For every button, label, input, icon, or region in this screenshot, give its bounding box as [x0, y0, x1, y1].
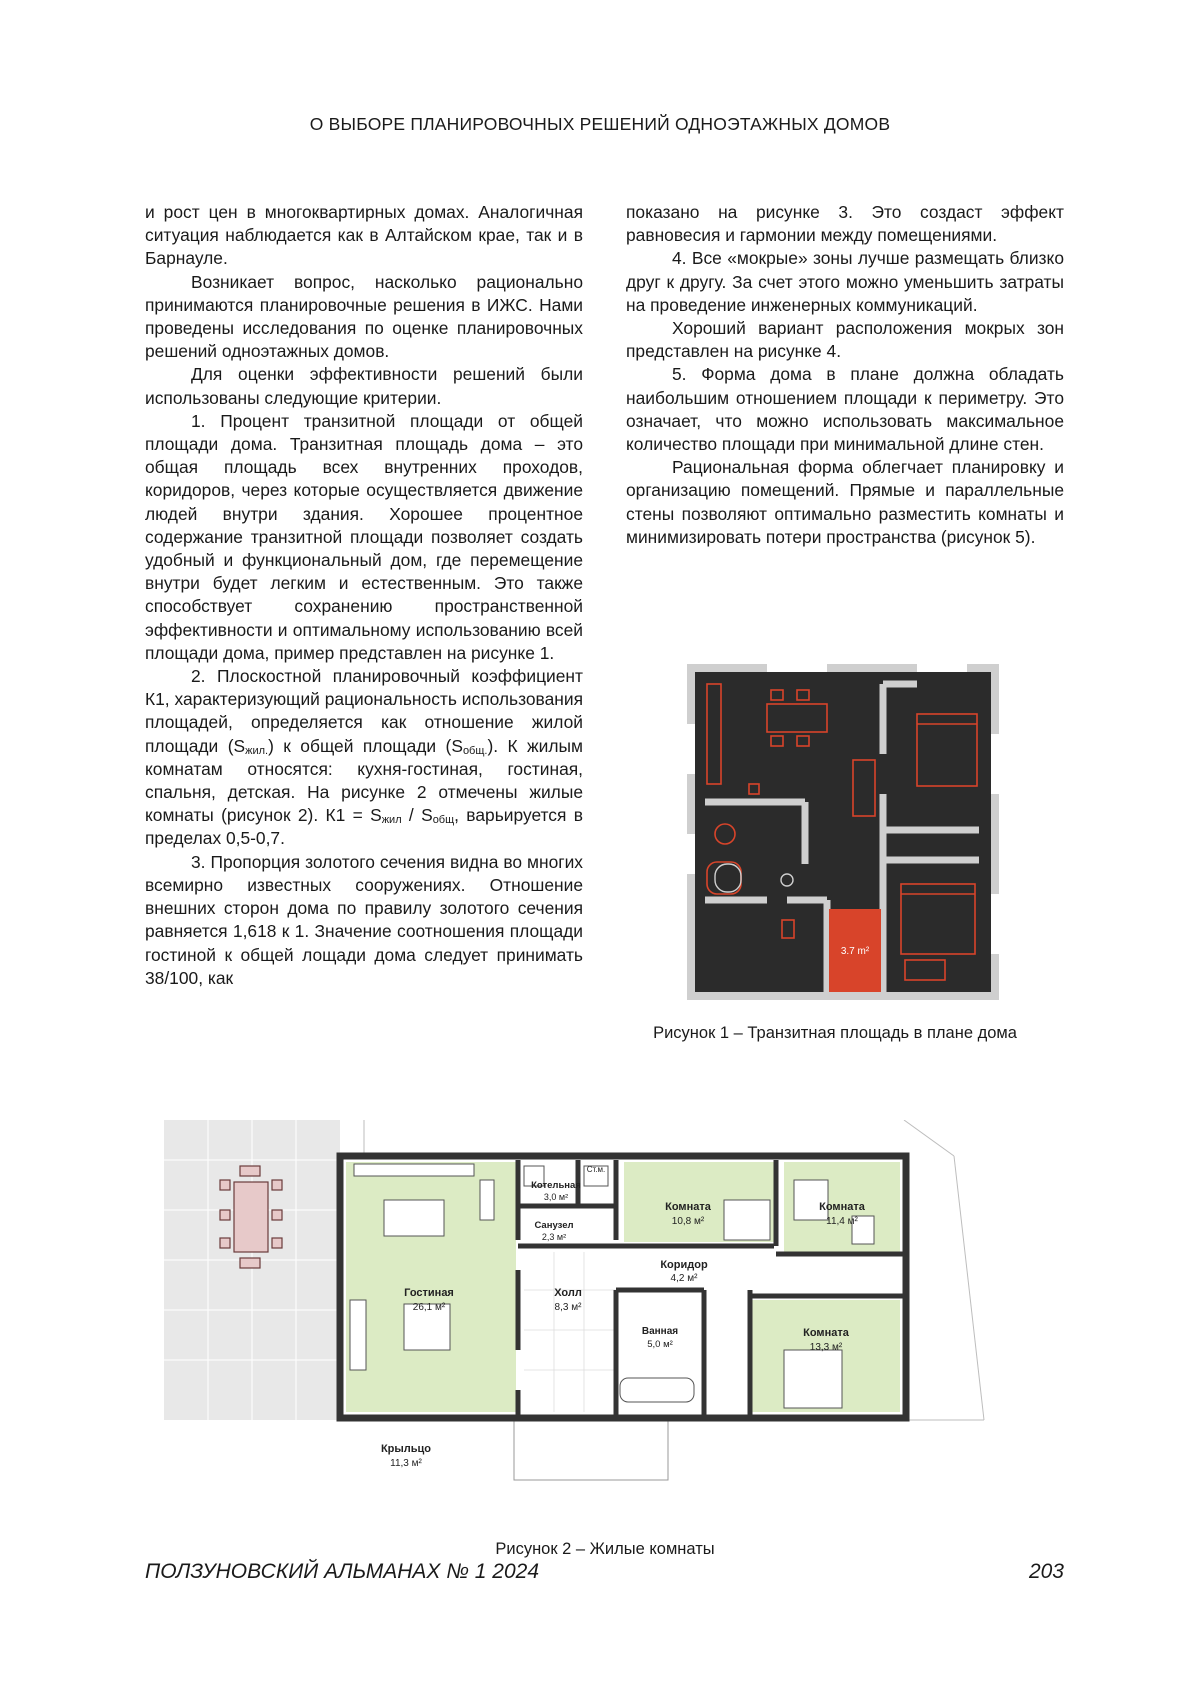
paragraph: и рост цен в многоквартирных домах. Аналогичная ситуация наблюдается как в Алтайском крае, так и в Барнауле. — [145, 202, 583, 269]
room-storage-name: Ст.м. — [586, 1165, 606, 1174]
journal-footer: ПОЛЗУНОВСКИЙ АЛЬМАНАХ № 1 2024 — [145, 1560, 540, 1583]
room-3-name: Комната — [803, 1327, 849, 1339]
room-bath-name: Ванная — [641, 1326, 679, 1337]
room-bath-area: 5,0 м² — [647, 1339, 673, 1350]
room-3-area: 13,3 м² — [809, 1342, 843, 1353]
paragraph: 4. Все «мокрые» зоны лучше размещать близко друг к другу. За счет этого можно уменьшить затраты на проведение инженерных коммуникаций. — [626, 248, 1064, 315]
left-column — [145, 201, 583, 990]
paragraph: 5. Форма дома в плане должна обладать наибольшим отношением площади к периметру. Это означает, что можно использовать максимальное количество площади при минимальной длине стен. — [626, 364, 1064, 455]
page-number: 203 — [1028, 1560, 1064, 1583]
room-wc-name: Санузел — [534, 1220, 574, 1231]
room-living-name: Гостиная — [404, 1287, 454, 1299]
room-porch-name: Крыльцо — [380, 1443, 432, 1455]
paragraph: Возникает вопрос, насколько рационально принимаются планировочные решения в ИЖС. Нами проведены исследования по оценке планировочных решений одноэтажных домов. — [145, 271, 583, 362]
room-porch-area: 11,3 м² — [390, 1458, 422, 1469]
figure-1-caption: Рисунок 1 – Транзитная площадь в плане дома — [653, 1024, 1017, 1042]
room-wc-area: 2,3 м² — [541, 1232, 567, 1242]
room-1-area: 10,8 м² — [671, 1216, 705, 1227]
figure-1-floor-plan — [687, 664, 999, 1000]
paragraph: Хороший вариант расположения мокрых зон представлен на рисунке 4. — [626, 318, 1064, 362]
room-corridor-area: 4,2 м² — [670, 1273, 698, 1284]
right-column — [626, 201, 1064, 549]
paragraph: показано на рисунке 3. Это создаст эффект равновесия и гармонии между помещениями. — [626, 202, 1064, 246]
paragraph-k1-coefficient: 2. Плоскостной планировочный коэффициент К1, характеризующий рациональность использования площадей, определяется как отношение жилой площади $(S_{жил.})$ к общей площади $(S_{общ.})$. К жилым комнатам относятся: кухня-гостиная, гостиная, спальня, детская. На рисунке 2 отмечены жилые комнаты (рисунок 2). $К1 = S_{жил} / S_{общ}$, варьируется в пределах 0,5-0,7. — [145, 666, 584, 849]
room-boiler-name: Котельная — [531, 1180, 581, 1191]
figure-2-caption: Рисунок 2 – Жилые комнаты — [495, 1540, 715, 1558]
room-2-area: 11,4 м² — [826, 1216, 858, 1227]
paragraph: Рациональная форма облегчает планировку и организацию помещений. Прямые и параллельные стены позволяют оптимально разместить комнаты и минимизировать потери пространства (рисунок 5). — [626, 457, 1064, 547]
paragraph: 1. Процент транзитной площади от общей площади дома. Транзитная площадь дома – это общая площадь всех внутренних проходов, коридоров, через которые осуществляется движение людей внутри здания. Хорошее процентное содержание транзитной площади позволяет создать удобный и функциональный дом, где перемещение внутри будет легким и естественным. Это также способствует сохранению пространственной эффективности и оптимальному использованию всей площади дома, пример представлен на рисунке 1. — [145, 410, 583, 663]
room-hall-name: Холл — [554, 1287, 582, 1299]
figure-2-floor-plan — [164, 1120, 1054, 1515]
room-corridor-name: Коридор — [660, 1259, 708, 1271]
room-hall-area: 8,3 м² — [554, 1302, 582, 1313]
running-title: О ВЫБОРЕ ПЛАНИРОВОЧНЫХ РЕШЕНИЙ ОДНОЭТАЖНЫХ ДОМОВ — [309, 114, 891, 134]
transit-area-label: 3.7 m² — [840, 946, 870, 957]
paragraph: 3. Пропорция золотого сечения видна во многих всемирно известных сооружениях. Отношение внешних сторон дома по правилу золотого сечения равняется 1,618 к 1. Значение соотношения площади гостиной к общей лощади дома следует принимать 38/100, как — [145, 851, 583, 988]
paragraph: Для оценки эффективности решений были использованы следующие критерии. — [145, 364, 583, 408]
room-2-name: Комната — [819, 1201, 865, 1213]
room-1-name: Комната — [665, 1201, 711, 1213]
room-living-area: 26,1 м² — [412, 1302, 446, 1313]
room-boiler-area: 3,0 м² — [543, 1192, 569, 1202]
